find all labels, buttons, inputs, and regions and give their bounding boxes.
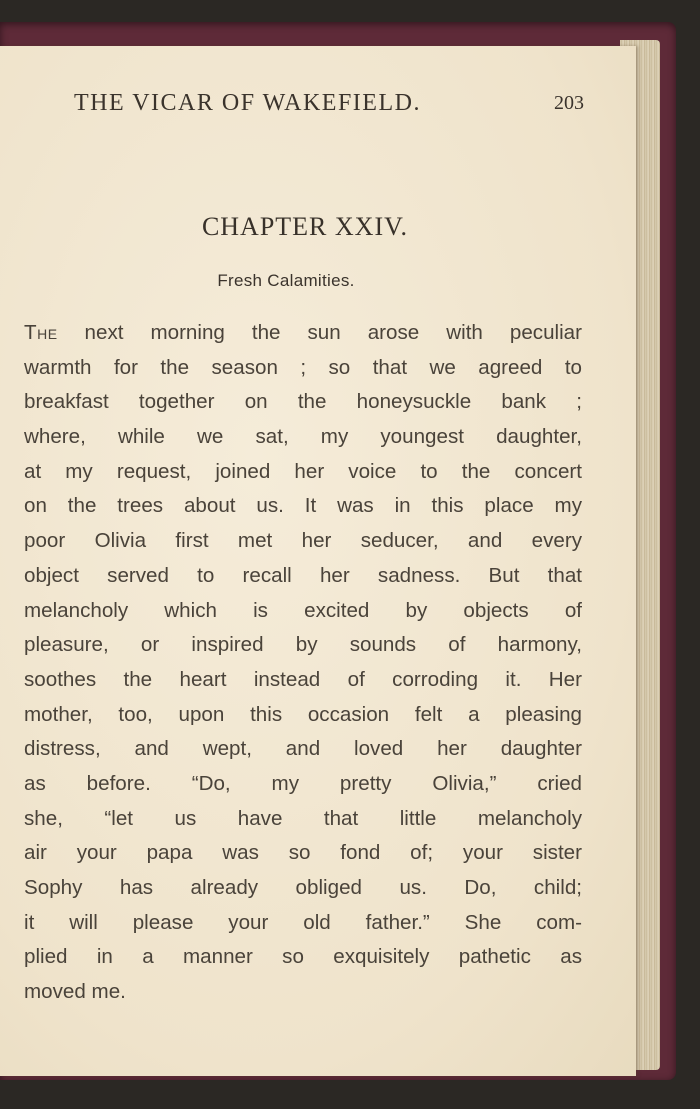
text-line: it will please your old father.” She com-: [24, 910, 582, 934]
text-line: object served to recall her sadness. But that: [24, 563, 582, 587]
running-head: [70, 90, 584, 120]
lead-word: The: [24, 321, 58, 344]
chapter-title: CHAPTER XXIV.: [201, 212, 409, 241]
text-line: warmth for the season ; so that we agreed to: [24, 355, 582, 379]
text-line: breakfast together on the honeysuckle bank ;: [24, 390, 582, 414]
chapter-subtitle: Fresh Calamities.: [217, 271, 355, 290]
text-line: plied in a manner so exquisitely pathetic as: [24, 945, 582, 969]
text-line: moved me.: [24, 980, 126, 1004]
running-title: THE VICAR OF WAKEFIELD.: [74, 90, 421, 116]
text-line: air your papa was so fond of; your sister: [24, 841, 582, 865]
text-line: [24, 316, 582, 351]
text-line: pleasure, or inspired by sounds of harmony,: [24, 633, 582, 657]
page-number: 203: [554, 92, 584, 114]
text-line: mother, too, upon this occasion felt a pleasing: [24, 702, 582, 726]
line-text: next morning the sun arose with peculiar: [57, 321, 582, 344]
text-line: Sophy has already obliged us. Do, child;: [24, 876, 582, 899]
text-line: where, while we sat, my youngest daughter,: [24, 425, 582, 449]
text-line: as before. “Do, my pretty Olivia,” cried: [24, 771, 582, 795]
text-line: she, “let us have that little melancholy: [24, 806, 582, 830]
text-line: soothes the heart instead of corroding it. Her: [24, 667, 582, 691]
text-line: distress, and wept, and loved her daughter: [24, 737, 582, 761]
body-text: [24, 316, 582, 1010]
text-line: melancholy which is excited by objects of: [24, 598, 582, 622]
book-page: [0, 46, 636, 1076]
text-line: on the trees about us. It was in this place my: [24, 494, 582, 518]
text-line: at my request, joined her voice to the concert: [24, 459, 582, 483]
text-line: poor Olivia first met her seducer, and every: [24, 529, 582, 553]
